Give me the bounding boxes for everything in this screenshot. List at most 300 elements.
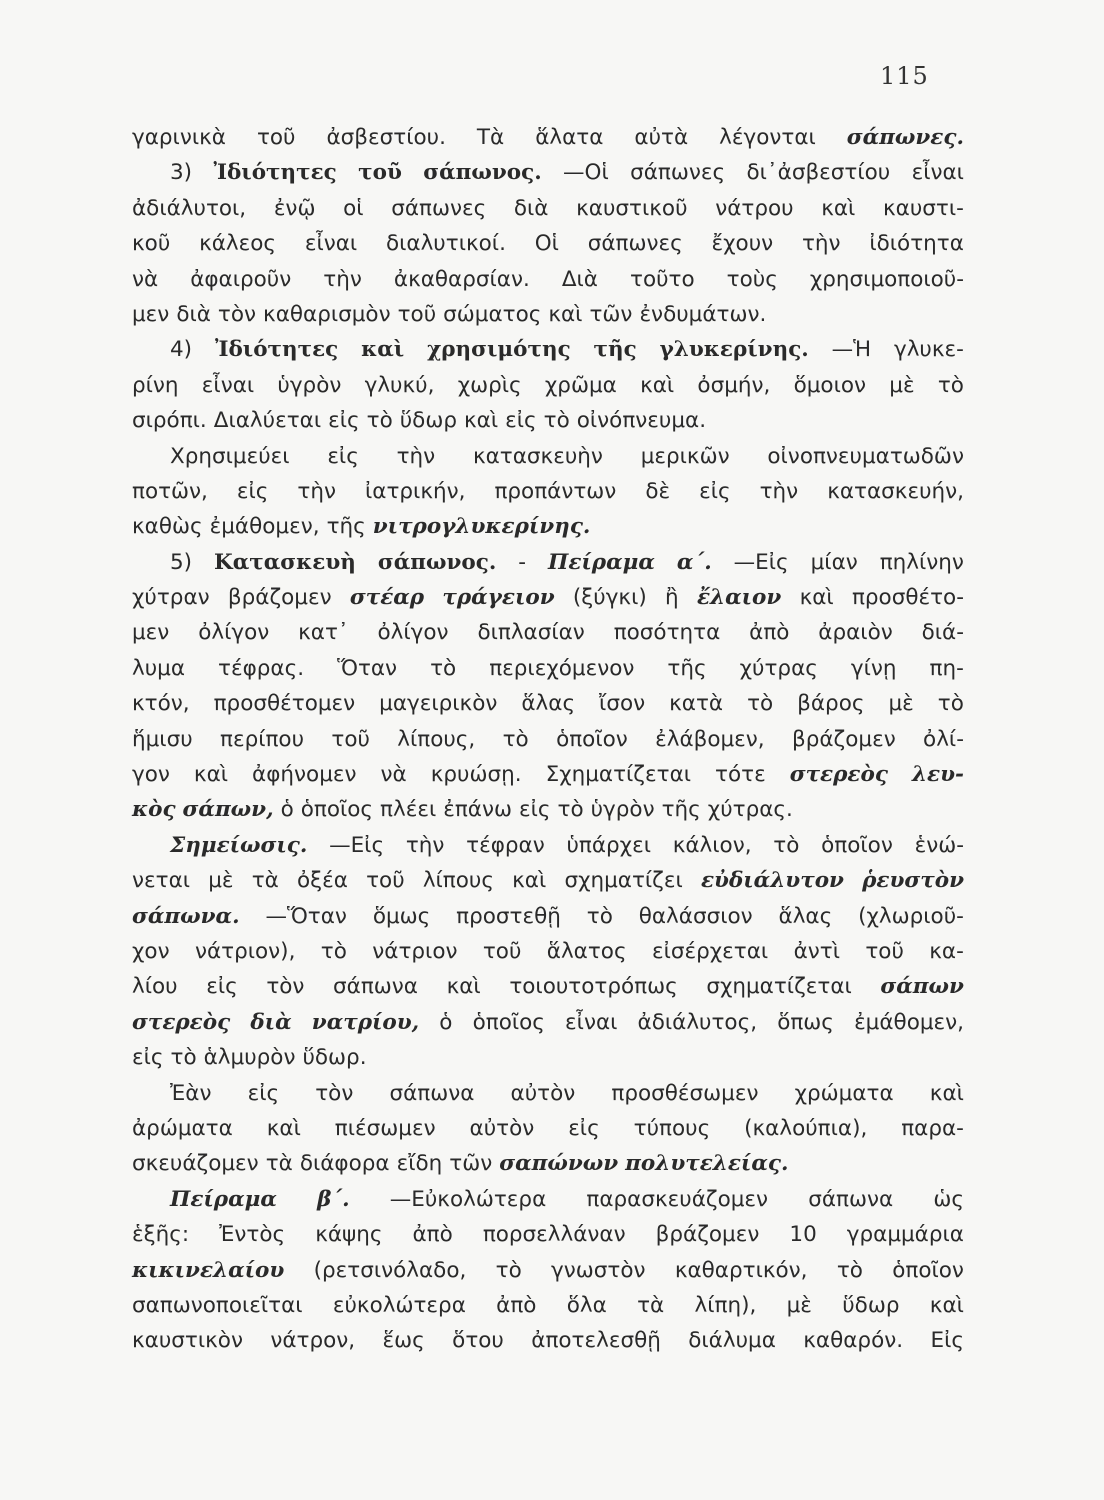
word: προσθέτομεν: [213, 691, 356, 717]
word: τὴν: [297, 478, 336, 504]
word: περιεχόμενον: [489, 655, 635, 681]
word: τοῦ: [865, 938, 904, 964]
word: σάπωνος.: [377, 549, 497, 575]
word: Ἐὰν: [170, 1080, 212, 1106]
text-line: [132, 1005, 964, 1040]
text-line: [132, 899, 964, 934]
word: ἐνῷ: [273, 195, 316, 221]
word: κικινελαίου: [132, 1257, 285, 1283]
word: νάτριον),: [194, 938, 296, 964]
word: τῆς: [667, 655, 707, 681]
word: τὸ: [773, 832, 800, 858]
word: ἑξῆς:: [132, 1222, 190, 1248]
word: ὅμως: [372, 903, 431, 929]
word: τὸν: [217, 301, 257, 327]
word: (χλωριοῦ-: [858, 903, 964, 929]
word: τὸ: [430, 655, 457, 681]
word: χρησιμοποιοῦ-: [809, 266, 964, 292]
word: 5): [170, 549, 193, 575]
word: —Οἱ: [563, 160, 609, 186]
word: ἕως: [382, 1328, 425, 1354]
word: ὅπως: [777, 1009, 834, 1035]
word: πη-: [929, 655, 964, 681]
word: ἀπὸ: [749, 620, 790, 646]
word: χον: [132, 938, 170, 964]
word: —Ὅταν: [265, 903, 347, 929]
word: καὶ: [193, 762, 229, 788]
word: καυστι-: [883, 195, 964, 221]
word: νιτρογλυκερίνης.: [372, 514, 591, 540]
word: εἰς: [328, 408, 360, 434]
word: ἅλας: [521, 691, 576, 717]
word: 4): [170, 337, 193, 363]
word: κατὰ: [669, 691, 724, 717]
word: σάπωνος.: [423, 160, 542, 186]
word: σάπωνα.: [132, 903, 240, 929]
word: τὸ: [320, 938, 347, 964]
word: τοὺς: [726, 266, 778, 292]
word: εἰς: [518, 797, 551, 823]
word: στερεὸς: [132, 1009, 231, 1035]
text-line: [132, 1323, 964, 1358]
word: νατρίου,: [311, 1009, 420, 1035]
word: τὸ: [170, 1045, 197, 1071]
word: νεται: [132, 868, 191, 894]
word: μὲ: [786, 1292, 812, 1318]
word: τὴν: [405, 832, 445, 858]
word: περίπου: [220, 726, 305, 752]
text-line: [132, 509, 964, 544]
word: (ξύγκι): [572, 585, 647, 611]
text-line: [132, 1253, 964, 1288]
word: ἐνδυμάτων.: [639, 301, 767, 327]
word: τὸ: [495, 1257, 522, 1283]
word: σάπωνα: [389, 1080, 475, 1106]
word: ἅλατα: [535, 125, 604, 150]
word: ἀντὶ: [793, 938, 840, 964]
word: τοῦτο: [630, 266, 695, 292]
word: ἴσον: [599, 691, 646, 717]
word: Οἱ: [534, 231, 559, 257]
word: ὑγρὸν: [277, 372, 342, 398]
word: ἰδιότητα: [869, 231, 964, 257]
word: ἐμάθομεν,: [209, 514, 320, 540]
word: Ἰδιότητες: [213, 160, 337, 186]
word: παρασκευάζομεν: [586, 1186, 769, 1212]
word: σάπων: [880, 974, 964, 1000]
word: ὕδωρ.: [302, 1045, 367, 1071]
text-line: [132, 368, 964, 403]
word: λίπους,: [397, 726, 476, 752]
word: τὸ: [937, 691, 964, 717]
word: ὁ: [280, 797, 294, 823]
word: σάπωνες.: [846, 125, 964, 150]
word: καυστικοῦ: [576, 195, 688, 221]
word: βράζομεν: [655, 1222, 760, 1248]
word: πορσελλάναν: [482, 1222, 626, 1248]
word: σάπωνες: [587, 231, 683, 257]
word: εἰς: [132, 1045, 164, 1071]
word: ποτῶν,: [132, 478, 208, 504]
word: θαλάσσιον: [638, 903, 753, 929]
word: εὐκολώτερα: [332, 1292, 466, 1318]
word: διὰ: [513, 195, 549, 221]
word: καὶ: [512, 868, 547, 894]
word: ἀκαθαρσίαν.: [393, 266, 530, 292]
word: μερικῶν: [640, 443, 730, 469]
word: κὸς: [132, 797, 176, 823]
text-line: [132, 969, 964, 1004]
word: Ὅταν: [337, 655, 398, 681]
word: εὐδιάλυτον: [700, 868, 844, 894]
word: τὰ: [265, 1151, 293, 1177]
word: σκευάζομεν: [132, 1151, 259, 1177]
word: κτόν,: [132, 691, 190, 717]
text-line: [132, 1076, 964, 1111]
word: τῶν: [449, 1151, 493, 1177]
word: εἶναι: [565, 1009, 618, 1035]
word: κατασκευήν,: [827, 478, 964, 504]
word: ὀλί-: [923, 726, 964, 752]
word: καὶ: [463, 408, 499, 434]
word: ἀφαιροῦν: [190, 266, 292, 292]
word: βράζομεν: [792, 726, 896, 752]
text-line: [132, 297, 964, 332]
word: ὁποῖος: [472, 1009, 545, 1035]
text-line: [132, 757, 964, 792]
word: διάλυμα: [688, 1328, 776, 1354]
text-line: [132, 722, 964, 757]
word: προσθέσωμεν: [611, 1080, 759, 1106]
word: β΄.: [317, 1186, 350, 1212]
text-line: [132, 828, 964, 863]
word: καὶ: [929, 1292, 964, 1318]
word: ἔχουν: [711, 231, 774, 257]
word: ἥμισυ: [132, 726, 193, 752]
word: τοῦ: [397, 301, 437, 327]
text-line: [132, 155, 964, 190]
word: νάτρον,: [270, 1328, 356, 1354]
word: κατ᾽: [298, 620, 349, 646]
word: τοῦ: [358, 160, 402, 186]
word: τὴν: [323, 266, 362, 292]
word: ὀλίγον: [377, 620, 449, 646]
word: σιρόπι.: [132, 408, 207, 434]
word: στέαρ: [349, 585, 425, 611]
word: ἢ: [665, 585, 679, 611]
word: σάπωνες: [630, 160, 726, 186]
word: τὰ: [251, 868, 279, 894]
word: λίπη),: [694, 1292, 757, 1318]
word: εἰσέρχεται: [651, 938, 769, 964]
word: λίου: [132, 974, 178, 1000]
text-line: [132, 686, 964, 721]
word: αὐτὰ: [634, 125, 689, 150]
word: ἀποτελεσθῇ: [531, 1328, 661, 1354]
word: πολυτελείας.: [625, 1151, 789, 1177]
word: τοιουτοτρόπως: [509, 974, 678, 1000]
word: τοῦ: [256, 125, 296, 150]
text-line: [132, 934, 964, 969]
word: εἰς: [505, 408, 537, 434]
word: ὑγρὸν: [590, 797, 655, 823]
word: κα-: [929, 938, 964, 964]
text-line: [132, 332, 964, 367]
word: ὅμοιον: [793, 372, 867, 398]
word: σάπων,: [182, 797, 274, 823]
word: καὶ: [548, 301, 583, 327]
page-number: 115: [880, 62, 929, 90]
word: διά-: [921, 620, 964, 646]
word: τέφρας.: [218, 655, 305, 681]
word: ὁποῖος: [300, 797, 374, 823]
word: α΄.: [676, 549, 712, 575]
word: ὁποῖον: [556, 726, 628, 752]
word: ὅλα: [566, 1292, 607, 1318]
word: εἶναι: [911, 160, 964, 186]
word: καὶ: [640, 372, 675, 398]
text-line: [132, 1288, 964, 1323]
text-line: [132, 1040, 964, 1075]
word: 3): [170, 160, 193, 186]
text-line: [132, 1182, 964, 1217]
word: τὸ: [502, 726, 529, 752]
word: τοῦ: [366, 868, 405, 894]
word: δὲ: [645, 478, 671, 504]
word: ποσότητα: [613, 620, 721, 646]
word: λευ-: [911, 762, 964, 788]
word: χύτρας: [739, 655, 818, 681]
word: κάψης: [315, 1222, 383, 1248]
word: διάφορα: [299, 1151, 390, 1177]
word: διὰ: [176, 301, 211, 327]
word: Κατασκευὴ: [214, 549, 356, 575]
text-line: [132, 545, 964, 580]
word: χρῶμα: [544, 372, 617, 398]
word: ἅλατος: [546, 938, 627, 964]
word: πιέσωμεν: [334, 1115, 436, 1141]
word: τοῦ: [482, 938, 522, 964]
word: γον: [132, 762, 170, 788]
word: Πείραμα: [170, 1186, 277, 1212]
word: ἐλάβομεν,: [655, 726, 765, 752]
word: οἰνόπνευμα.: [576, 408, 707, 434]
word: ἀδιάλυτοι,: [132, 195, 247, 221]
word: Ἐντὸς: [219, 1222, 286, 1248]
word: τὸν: [266, 974, 305, 1000]
word: —Εὐκολώτερα: [389, 1186, 547, 1212]
word: μεν: [132, 301, 170, 327]
word: διπλασίαν: [477, 620, 585, 646]
word: κοῦ: [132, 231, 171, 257]
word: γνωστὸν: [551, 1257, 646, 1283]
word: τὰ: [637, 1292, 665, 1318]
word: ἔλαιον: [696, 585, 782, 611]
word: τὸ: [747, 691, 774, 717]
text-line: [132, 120, 964, 155]
word: ἀφήνομεν: [252, 762, 357, 788]
word: ρίνη: [132, 372, 179, 398]
word: τὴν: [801, 231, 841, 257]
word: πλέει: [380, 797, 437, 823]
word: ἐπάνω: [443, 797, 512, 823]
word: κάλιον,: [672, 832, 752, 858]
word: εἰς: [206, 974, 238, 1000]
word: νὰ: [380, 762, 407, 788]
word: χύτρας.: [707, 797, 793, 823]
word: 10: [789, 1222, 817, 1248]
word: ὀσμήν,: [697, 372, 771, 398]
word: τέφραν: [466, 832, 545, 858]
word: προστεθῇ: [456, 903, 561, 929]
word: τὸν: [315, 1080, 354, 1106]
word: καὶ: [821, 195, 856, 221]
word: σαπωνοποιεῖται: [132, 1292, 303, 1318]
word: -: [518, 549, 527, 575]
word: γαρινικὰ: [132, 125, 226, 150]
word: κρυώσῃ.: [430, 762, 522, 788]
word: γίνῃ: [850, 655, 897, 681]
text-line: [132, 439, 964, 474]
word: ἅλας: [778, 903, 833, 929]
word: ὁ: [439, 1009, 453, 1035]
word: —Ἡ: [831, 337, 872, 363]
word: καὶ: [266, 1115, 301, 1141]
word: μὲ: [889, 372, 915, 398]
body-text: [132, 120, 964, 1359]
text-line: [132, 792, 964, 827]
word: καθαρτικόν,: [674, 1257, 808, 1283]
word: εἰς: [236, 478, 269, 504]
word: λυμα: [132, 655, 186, 681]
word: γραμμάρια: [846, 1222, 964, 1248]
word: νὰ: [132, 266, 159, 292]
word: σαπώνων: [499, 1151, 619, 1177]
text-line: [132, 226, 964, 261]
word: μίαν: [810, 549, 858, 575]
word: εἰς: [699, 478, 731, 504]
word: μὲ: [888, 691, 914, 717]
word: Πείραμα: [548, 549, 655, 575]
text-line: [132, 403, 964, 438]
word: ἀραιὸν: [818, 620, 893, 646]
word: εἶναι: [304, 231, 358, 257]
word: οἰνοπνευματωδῶν: [767, 443, 964, 469]
word: χρησιμότης: [427, 337, 571, 363]
word: καθὼς: [132, 514, 203, 540]
word: τῆς: [661, 797, 701, 823]
word: καὶ: [799, 585, 834, 611]
word: ὕδωρ: [842, 1292, 900, 1318]
text-line: [132, 474, 964, 509]
word: πηλίνην: [879, 549, 964, 575]
word: αὐτὸν: [510, 1080, 576, 1106]
word: λίπους: [422, 868, 494, 894]
word: Χρησιμεύει: [170, 443, 290, 469]
word: χωρὶς: [457, 372, 522, 398]
word: τὴν: [396, 443, 436, 469]
word: σάπωνα: [808, 1186, 894, 1212]
word: τὸ: [557, 797, 584, 823]
word: γλυκε-: [893, 337, 964, 363]
word: σάπωνα: [333, 974, 418, 1000]
word: Διαλύεται: [213, 408, 322, 434]
word: κατασκευὴν: [472, 443, 603, 469]
word: ῥευστὸν: [862, 868, 964, 894]
text-line: [132, 615, 964, 650]
word: ὀλίγον: [198, 620, 270, 646]
text-line: [132, 1111, 964, 1146]
word: προπάντων: [494, 478, 617, 504]
word: τῆς: [593, 337, 637, 363]
word: στερεὸς: [789, 762, 888, 788]
word: γλυκύ,: [364, 372, 435, 398]
word: τότε: [715, 762, 766, 788]
text-line: [132, 580, 964, 615]
word: ἰατρικήν,: [365, 478, 466, 504]
word: ὁποῖον: [892, 1257, 964, 1283]
word: ὡς: [933, 1186, 964, 1212]
word: καὶ: [361, 337, 405, 363]
word: Εἰς: [930, 1328, 964, 1354]
word: παρα-: [901, 1115, 964, 1141]
word: οἱ: [343, 195, 364, 221]
word: καθαρόν.: [803, 1328, 904, 1354]
word: ἀρώματα: [132, 1115, 233, 1141]
word: τὸ: [366, 408, 393, 434]
word: ἀπὸ: [412, 1222, 453, 1248]
word: διαλυτικοί.: [385, 231, 506, 257]
word: μεν: [132, 620, 170, 646]
word: κάλεος: [199, 231, 277, 257]
word: ἁλμυρὸν: [203, 1045, 296, 1071]
word: βάρος: [797, 691, 865, 717]
word: μαγειρικὸν: [379, 691, 498, 717]
text-line: [132, 262, 964, 297]
word: τὸ: [586, 903, 613, 929]
word: Ἰδιότητες: [214, 337, 339, 363]
word: εἰς: [568, 1115, 600, 1141]
word: σχηματίζεται: [706, 974, 852, 1000]
word: τὴν: [759, 478, 799, 504]
word: Σημείωσις.: [170, 832, 308, 858]
word: Τὰ: [476, 125, 505, 150]
word: σχηματίζει: [564, 868, 683, 894]
word: νάτρου: [715, 195, 794, 221]
word: καθαρισμὸν: [263, 301, 391, 327]
word: προσθέτο-: [851, 585, 964, 611]
word: ἑνώ-: [914, 832, 964, 858]
word: νάτριον: [372, 938, 458, 964]
word: —Εἰς: [329, 832, 385, 858]
word: (καλούπια),: [744, 1115, 868, 1141]
word: —Εἰς: [733, 549, 789, 575]
word: (ρετσινόλαδο,: [313, 1257, 467, 1283]
word: τύπους: [633, 1115, 711, 1141]
word: δι᾽ἀσβεστίου: [746, 160, 891, 186]
word: ὑπάρχει: [566, 832, 651, 858]
word: καὶ: [446, 974, 481, 1000]
word: τὸ: [543, 408, 570, 434]
word: εἰς: [327, 443, 359, 469]
text-line: [132, 1146, 964, 1181]
word: ἀδιάλυτος,: [637, 1009, 758, 1035]
word: τῆς: [326, 514, 366, 540]
word: εἴδη: [396, 1151, 443, 1177]
text-line: [132, 1217, 964, 1252]
word: ἐμάθομεν,: [854, 1009, 964, 1035]
word: τράγειον: [442, 585, 555, 611]
